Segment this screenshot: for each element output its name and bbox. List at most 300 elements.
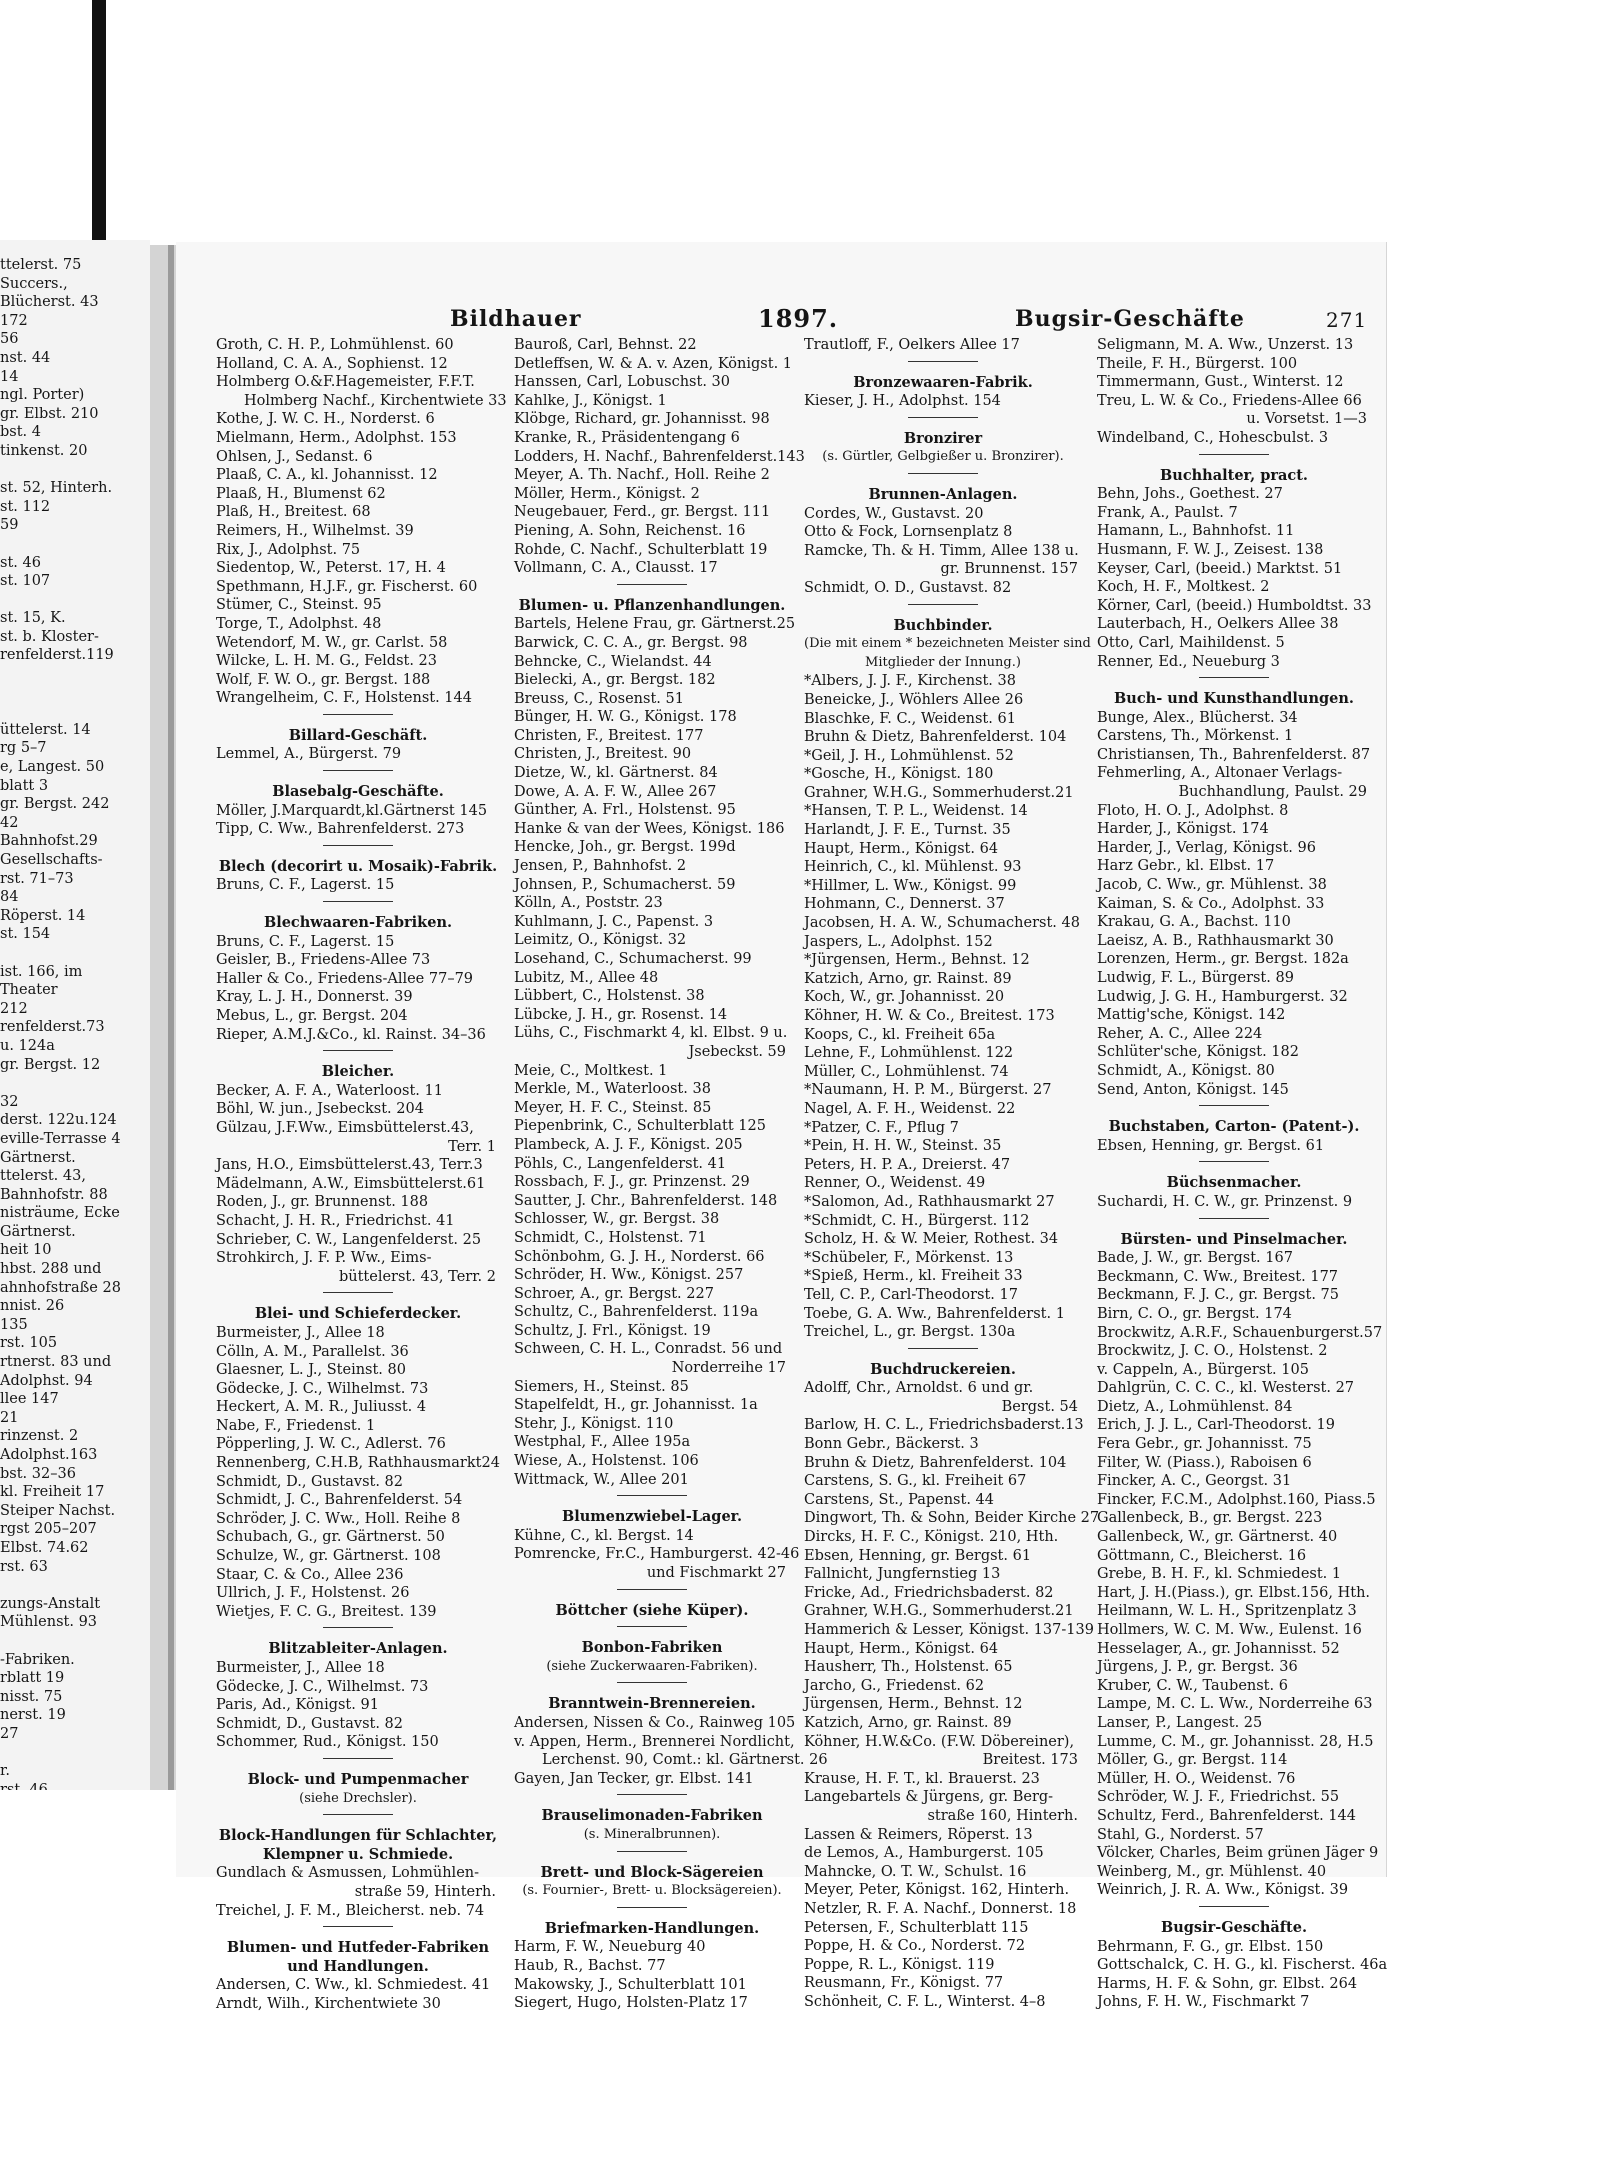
entry-continuation: straße 59, Hinterh. — [354, 1883, 496, 1900]
directory-entry: Plambeck, A. J. F., Königst. 205 — [514, 1136, 743, 1153]
directory-entry: Langebartels & Jürgens, gr. Berg- — [804, 1789, 1054, 1806]
directory-entry: Lübbert, C., Holstenst. 38 — [514, 988, 705, 1005]
directory-entry: Hohmann, C., Dennerst. 37 — [804, 896, 1005, 913]
running-title-left: Bildhauer — [450, 306, 582, 332]
left-page-line — [0, 591, 150, 610]
directory-entry: Haupt, Herm., Königst. 64 — [804, 840, 999, 857]
section-divider — [1199, 1161, 1269, 1162]
left-page-line: üttelerst. 14 — [0, 721, 91, 738]
directory-entry: Krakau, G. A., Bachst. 110 — [1097, 914, 1291, 931]
directory-entry: Stahl, G., Norderst. 57 — [1097, 1826, 1264, 1843]
directory-entry: Wiese, A., Holstenst. 106 — [514, 1453, 699, 1470]
directory-entry: Harder, J., Königst. 174 — [1097, 821, 1269, 838]
directory-entry: Blaschke, F. C., Weidenst. 61 — [804, 710, 1016, 727]
directory-entry: Gödecke, J. C., Wilhelmst. 73 — [216, 1678, 429, 1695]
directory-entry: Carstens, St., Papenst. 44 — [804, 1491, 994, 1508]
directory-entry: Beckmann, F. J. C., gr. Bergst. 75 — [1097, 1287, 1339, 1304]
directory-entry: Otto & Fock, Lornsenplatz 8 — [804, 524, 1013, 541]
section-heading: Brauselimonaden-Fabriken — [541, 1807, 763, 1825]
left-page-line — [0, 702, 150, 721]
directory-column-2 — [514, 336, 828, 2013]
directory-entry: Tell, C. P., Carl-Theodorst. 17 — [804, 1286, 1018, 1303]
directory-entry: Sautter, J. Chr., Bahrenfelderst. 148 — [514, 1192, 778, 1209]
directory-entry: Beneicke, J., Wöhlers Allee 26 — [804, 691, 1024, 708]
directory-entry: Makowsky, J., Schulterblatt 101 — [514, 1976, 747, 1993]
directory-entry: Siegert, Hugo, Holsten-Platz 17 — [514, 1995, 748, 2012]
left-page-line: tinkenst. 20 — [0, 442, 88, 459]
directory-entry: Scholz, H. & W. Meier, Rothest. 34 — [804, 1231, 1059, 1248]
directory-entry: Detleffsen, W. & A. v. Azen, Königst. 1 — [514, 355, 793, 372]
directory-entry: Müller, C., Lohmühlenst. 74 — [804, 1063, 1009, 1080]
left-page-line: 14 — [0, 368, 19, 385]
left-page-line: rst. 105 — [0, 1335, 58, 1352]
directory-entry: Husmann, F. W. J., Zeisest. 138 — [1097, 541, 1324, 558]
directory-entry: Haupt, Herm., Königst. 64 — [804, 1640, 999, 1657]
directory-entry: Birn, C. O., gr. Bergst. 174 — [1097, 1305, 1292, 1322]
directory-entry: Wilcke, L. H. M. G., Feldst. 23 — [216, 653, 438, 670]
section-heading: Blasebalg-Geschäfte. — [272, 783, 444, 801]
directory-entry: Breuss, C., Rosenst. 51 — [514, 690, 684, 707]
directory-entry: Suchardi, H. C. W., gr. Prinzenst. 9 — [1097, 1193, 1353, 1210]
entry-continuation: Terr. 1 — [448, 1138, 496, 1155]
page-cutoff — [0, 1790, 176, 2177]
section-heading: Buchdruckereien. — [870, 1360, 1016, 1378]
left-page-line: st. 52, Hinterh. — [0, 480, 113, 497]
directory-entry: Körner, Carl, (beeid.) Humboldtst. 33 — [1097, 597, 1372, 614]
left-page-line: bst. 4 — [0, 424, 41, 441]
section-heading: Buchhalter, pract. — [1160, 466, 1308, 484]
section-divider — [323, 1627, 393, 1628]
directory-entry: Schlüter'sche, Königst. 182 — [1097, 1044, 1299, 1061]
directory-entry: Jensen, P., Bahnhofst. 2 — [514, 858, 687, 875]
section-note: Klempner u. Schmiede. — [262, 1845, 454, 1863]
directory-entry: Behrmann, F. G., gr. Elbst. 150 — [1097, 1938, 1324, 1955]
directory-entry: Dietz, A., Lohmühlenst. 84 — [1097, 1398, 1293, 1415]
directory-entry: Petersen, F., Schulterblatt 115 — [804, 1919, 1029, 1936]
directory-entry: Gödecke, J. C., Wilhelmst. 73 — [216, 1380, 429, 1397]
directory-entry: Reimers, H., Wilhelmst. 39 — [216, 522, 414, 539]
directory-entry: Harms, H. F. & Sohn, gr. Elbst. 264 — [1097, 1975, 1358, 1992]
directory-entry: Otto, Carl, Maihildenst. 5 — [1097, 634, 1285, 651]
directory-entry: Strohkirch, J. F. P. Ww., Eims- — [216, 1250, 432, 1267]
section-divider — [1199, 1105, 1269, 1106]
left-page-line: Bahnhofstr. 88 — [0, 1186, 108, 1203]
directory-entry: Stümer, C., Steinst. 95 — [216, 597, 382, 614]
directory-entry: Poppe, R. L., Königst. 119 — [804, 1956, 995, 1973]
left-page-line — [0, 1074, 150, 1093]
directory-entry: Christen, J., Breitest. 90 — [514, 746, 692, 763]
directory-entry: Lühs, C., Fischmarkt 4, kl. Elbst. 9 u. — [514, 1025, 788, 1042]
directory-entry: Nabe, F., Friedenst. 1 — [216, 1417, 376, 1434]
directory-entry: Fincker, A. C., Georgst. 31 — [1097, 1473, 1292, 1490]
directory-entry: Hammerich & Lesser, Königst. 137-139 — [804, 1622, 1094, 1638]
entry-continuation: büttelerst. 43, Terr. 2 — [338, 1268, 496, 1285]
directory-entry: Koch, W., gr. Johannisst. 20 — [804, 989, 1005, 1006]
section-heading: Bleicher. — [321, 1063, 395, 1081]
directory-entry: Kruber, C. W., Taubenst. 6 — [1097, 1677, 1288, 1694]
directory-entry: Jans, H.O., Eimsbüttelerst.43, Terr.3 — [216, 1157, 483, 1174]
section-divider — [323, 901, 393, 902]
directory-entry: Kray, L. J. H., Donnerst. 39 — [216, 989, 413, 1006]
directory-entry: Cordes, W., Gustavst. 20 — [804, 505, 984, 522]
directory-entry: Meyer, H. F. C., Steinst. 85 — [514, 1099, 712, 1116]
directory-entry: Günther, A. Frl., Holstenst. 95 — [514, 802, 736, 819]
section-heading: Blumen- u. Pflanzenhandlungen. — [518, 596, 786, 614]
left-page-line: gr. Bergst. 12 — [0, 1056, 101, 1073]
directory-entry: Lemmel, A., Bürgerst. 79 — [216, 746, 402, 763]
directory-entry: Fricke, Ad., Friedrichsbaderst. 82 — [804, 1584, 1054, 1601]
left-page-line: zungs-Anstalt — [0, 1595, 101, 1612]
directory-entry: Piepenbrink, C., Schulterblatt 125 — [514, 1118, 766, 1135]
section-divider — [617, 584, 687, 585]
directory-entry: Poppe, H. & Co., Norderst. 72 — [804, 1938, 1026, 1955]
left-page-line: 135 — [0, 1316, 28, 1333]
left-page-line — [0, 1576, 150, 1595]
directory-entry: Wittmack, W., Allee 201 — [514, 1471, 689, 1488]
directory-entry: Arndt, Wilh., Kirchentwiete 30 — [216, 1995, 441, 2012]
left-page-line: st. b. Kloster- — [0, 628, 99, 645]
left-page-line: Adolphst.163 — [0, 1447, 98, 1463]
directory-entry: Erich, J. J. L., Carl-Theodorst. 19 — [1097, 1417, 1335, 1434]
section-divider — [323, 1050, 393, 1051]
section-note: (siehe Drechsler). — [299, 1790, 417, 1806]
directory-entry: Müller, H. O., Weidenst. 76 — [1097, 1770, 1296, 1787]
directory-entry: Möller, Herm., Königst. 2 — [514, 485, 700, 502]
left-page-line: Mühlenst. 93 — [0, 1614, 98, 1631]
section-divider — [323, 845, 393, 846]
directory-entry: Schween, C. H. L., Conradst. 56 und — [514, 1341, 783, 1358]
directory-entry: Jürgensen, Herm., Behnst. 12 — [804, 1696, 1023, 1713]
directory-entry: Dingwort, Th. & Sohn, Beider Kirche 27 — [804, 1510, 1100, 1527]
left-page-line: kl. Freiheit 17 — [0, 1484, 105, 1501]
directory-entry: Köhner, H. W. & Co., Breitest. 173 — [804, 1008, 1055, 1024]
directory-entry: *Gosche, H., Königst. 180 — [804, 766, 994, 783]
section-divider — [1199, 677, 1269, 678]
directory-entry: Johnsen, P., Schumacherst. 59 — [514, 876, 736, 893]
directory-entry: Gundlach & Asmussen, Lohmühlen- — [216, 1865, 480, 1882]
section-heading: Blech (decorirt u. Mosaik)-Fabrik. — [218, 857, 498, 875]
directory-entry: Barlow, H. C. L., Friedrichsbaderst.13 — [804, 1417, 1084, 1434]
running-title-right: Bugsir-Geschäfte — [1015, 306, 1245, 332]
left-page-line: Gärtnerst. — [0, 1223, 76, 1240]
directory-entry: Fehmerling, A., Altonaer Verlags- — [1097, 765, 1343, 782]
directory-entry: Dahlgrün, C. C. C., kl. Westerst. 27 — [1097, 1380, 1355, 1397]
left-page-line: r. — [0, 1763, 10, 1780]
directory-entry: Rossbach, F. J., gr. Prinzenst. 29 — [514, 1174, 750, 1191]
left-page-line: st. 15, K. — [0, 610, 66, 627]
left-page-line: Gesellschafts- — [0, 852, 103, 868]
section-divider — [617, 1626, 687, 1627]
directory-entry: Mädelmann, A.W., Eimsbüttelerst.61 — [216, 1175, 486, 1192]
section-heading: Blitzableiter-Anlagen. — [268, 1640, 448, 1658]
directory-entry: Floto, H. O. J., Adolphst. 8 — [1097, 802, 1289, 819]
directory-entry: Laeisz, A. B., Rathhausmarkt 30 — [1097, 932, 1334, 949]
directory-entry: Krause, H. F. T., kl. Brauerst. 23 — [804, 1770, 1040, 1787]
directory-entry: *Naumann, H. P. M., Bürgerst. 27 — [804, 1082, 1052, 1099]
directory-entry: Brockwitz, A.R.F., Schauenburgerst.57 — [1097, 1324, 1383, 1341]
directory-entry: Renner, Ed., Neueburg 3 — [1097, 653, 1280, 670]
directory-entry: Spethmann, H.J.F., gr. Fischerst. 60 — [216, 578, 478, 595]
directory-entry: Keyser, Carl, (beeid.) Marktst. 51 — [1097, 560, 1343, 577]
page-gutter-shadow — [168, 245, 174, 1790]
directory-entry: *Salomon, Ad., Rathhausmarkt 27 — [804, 1193, 1055, 1210]
left-page-line: Blücherst. 43 — [0, 294, 99, 311]
left-page-line: ist. 166, im — [0, 963, 83, 980]
directory-entry: Gayen, Jan Tecker, gr. Elbst. 141 — [514, 1770, 754, 1787]
left-page-line: hbst. 288 und — [0, 1261, 102, 1278]
section-heading: Bürsten- und Pinselmacher. — [1120, 1230, 1348, 1248]
page-header — [176, 306, 1386, 336]
section-divider — [908, 417, 978, 418]
directory-entry: Pöhls, C., Langenfelderst. 41 — [514, 1155, 727, 1172]
section-divider — [323, 770, 393, 771]
directory-entry: Pöpperling, J. W. C., Adlerst. 76 — [216, 1436, 446, 1453]
section-heading: Brunnen-Anlagen. — [868, 485, 1018, 503]
left-page-line: rst. 63 — [0, 1558, 48, 1575]
directory-entry: Harder, J., Verlag, Königst. 96 — [1097, 839, 1316, 856]
directory-entry: Wietjes, F. C. G., Breitest. 139 — [216, 1603, 437, 1620]
directory-entry: v. Appen, Herm., Brennerei Nordlicht, — [514, 1733, 795, 1750]
directory-entry: Treu, L. W. & Co., Friedens-Allee 66 — [1097, 392, 1362, 409]
directory-entry: Groth, C. H. P., Lohmühlenst. 60 — [216, 337, 454, 353]
left-page-line: Steiper Nachst. — [0, 1502, 116, 1519]
directory-entry: Rohde, C. Nachf., Schulterblatt 19 — [514, 541, 768, 558]
section-divider — [1199, 454, 1269, 455]
section-heading: Büchsenmacher. — [1166, 1174, 1302, 1192]
directory-entry: Dietze, W., kl. Gärtnerst. 84 — [514, 765, 718, 782]
directory-entry: Westphal, F., Allee 195a — [514, 1434, 691, 1451]
directory-entry: Behncke, C., Wielandst. 44 — [514, 653, 712, 670]
left-page-line: gr. Bergst. 242 — [0, 796, 110, 813]
directory-entry: Becker, A. F. A., Waterloost. 11 — [216, 1082, 443, 1099]
directory-entry: Holland, C. A. A., Sophienst. 12 — [216, 355, 448, 372]
directory-column-1 — [216, 336, 507, 2014]
directory-entry: *Geil, J. H., Lohmühlenst. 52 — [804, 747, 1014, 764]
directory-entry: Köhner, H.W.&Co. (F.W. Döbereiner), — [804, 1733, 1075, 1750]
directory-entry: Hamann, L., Bahnhofst. 11 — [1097, 523, 1295, 540]
entry-continuation: Buchhandlung, Paulst. 29 — [1178, 784, 1367, 801]
directory-entry: Dircks, H. F. C., Königst. 210, Hth. — [804, 1529, 1059, 1546]
directory-entry: Holmberg Nachf., Kirchentwiete 33 — [244, 392, 507, 409]
directory-entry: Meyer, A. Th. Nachf., Holl. Reihe 2 — [514, 467, 770, 484]
book-spine — [92, 0, 106, 255]
directory-entry: Reher, A. C., Allee 224 — [1097, 1025, 1263, 1042]
left-page-line: renfelderst.73 — [0, 1019, 105, 1036]
directory-entry: Lodders, H. Nachf., Bahrenfelderst.143 — [514, 448, 805, 465]
directory-entry: *Schübeler, F., Mörkenst. 13 — [804, 1249, 1014, 1266]
left-page-line — [0, 944, 150, 963]
directory-entry: Heinrich, C., kl. Mühlenst. 93 — [804, 859, 1022, 876]
directory-entry: Harm, F. W., Neueburg 40 — [514, 1939, 706, 1956]
left-page-line: 84 — [0, 889, 19, 906]
directory-entry: *Hansen, T. P. L., Weidenst. 14 — [804, 803, 1028, 820]
section-note: (siehe Zuckerwaaren-Fabriken). — [546, 1658, 758, 1674]
left-page-line: Röperst. 14 — [0, 907, 86, 924]
left-page-line: rblatt 19 — [0, 1670, 65, 1687]
directory-entry: Seligmann, M. A. Ww., Unzerst. 13 — [1097, 337, 1354, 353]
section-divider — [323, 1926, 393, 1927]
directory-entry: Schröder, J. C. Ww., Holl. Reihe 8 — [216, 1510, 461, 1527]
left-page-line: Gärtnerst. — [0, 1149, 76, 1166]
page-number: 271 — [1326, 308, 1368, 332]
left-page-line: -Fabriken. — [0, 1651, 75, 1668]
directory-entry: Hanssen, Carl, Lobuschst. 30 — [514, 374, 730, 391]
left-page-line: nst. 44 — [0, 349, 51, 366]
directory-entry: Bünger, H. W. G., Königst. 178 — [514, 709, 737, 726]
left-page-line: Succers., — [0, 275, 68, 292]
directory-entry: Dowe, A. A. F. W., Allee 267 — [514, 783, 717, 800]
left-page-line: Theater — [0, 982, 58, 999]
left-page-line: rtnerst. 83 und — [0, 1354, 112, 1371]
section-divider — [908, 1348, 978, 1349]
directory-entry: Vollmann, C. A., Clausst. 17 — [514, 560, 718, 577]
directory-entry: Plaß, H., Breitest. 68 — [216, 504, 371, 521]
directory-entry: Hollmers, W. C. M. Ww., Eulenst. 16 — [1097, 1622, 1362, 1638]
directory-entry: Ohlsen, J., Sedanst. 6 — [216, 448, 373, 465]
directory-entry: Schultz, J. Frl., Königst. 19 — [514, 1322, 711, 1339]
directory-entry: Renner, O., Weidenst. 49 — [804, 1175, 986, 1192]
directory-entry: Schmidt, C., Holstenst. 71 — [514, 1229, 707, 1246]
left-page-line — [0, 1632, 150, 1651]
left-page-line: Elbst. 74.62 — [0, 1539, 89, 1556]
section-divider — [323, 1292, 393, 1293]
left-page-line: st. 112 — [0, 498, 51, 515]
directory-entry: Stapelfeldt, H., gr. Johannisst. 1a — [514, 1397, 758, 1414]
directory-entry: Schmidt, O. D., Gustavst. 82 — [804, 579, 1012, 596]
directory-entry: Koops, C., kl. Freiheit 65a — [804, 1026, 996, 1043]
left-page-line: nisträume, Ecke — [0, 1205, 120, 1222]
directory-entry: Windelband, C., Hohescbulst. 3 — [1097, 429, 1329, 446]
directory-entry: Harlandt, J. F. E., Turnst. 35 — [804, 822, 1011, 839]
directory-entry: Leimitz, O., Königst. 32 — [514, 932, 687, 949]
directory-entry: Bunge, Alex., Blücherst. 34 — [1097, 709, 1298, 726]
running-year: 1897. — [758, 304, 839, 333]
left-page-line: ngl. Porter) — [0, 387, 85, 404]
directory-entry: Bonn Gebr., Bäckerst. 3 — [804, 1436, 979, 1453]
left-page-line: Bahnhofst.29 — [0, 833, 98, 850]
directory-entry: Schmidt, J. C., Bahrenfelderst. 54 — [216, 1492, 463, 1509]
section-heading: Bronzirer — [903, 429, 983, 447]
directory-entry: Lehne, F., Lohmühlenst. 122 — [804, 1045, 1014, 1062]
directory-entry: Johns, F. H. W., Fischmarkt 7 — [1097, 1994, 1310, 2011]
directory-entry: Rieper, A.M.J.&Co., kl. Rainst. 34–36 — [216, 1026, 486, 1043]
section-heading: Billard-Geschäft. — [288, 726, 428, 744]
directory-entry: Staar, C. & Co., Allee 236 — [216, 1566, 404, 1583]
entry-continuation: Norderreihe 17 — [671, 1360, 786, 1377]
directory-entry: Harz Gebr., kl. Elbst. 17 — [1097, 858, 1275, 875]
directory-entry: Schubach, G., gr. Gärtnerst. 50 — [216, 1529, 445, 1546]
left-page-line: rst. 71–73 — [0, 870, 74, 887]
left-page-line — [0, 665, 150, 684]
directory-entry: Ullrich, J. F., Holstenst. 26 — [216, 1585, 410, 1602]
directory-entry: Piening, A. Sohn, Reichenst. 16 — [514, 522, 746, 539]
directory-entry: Fera Gebr., gr. Johannisst. 75 — [1097, 1436, 1312, 1453]
left-page-line — [0, 1744, 150, 1763]
directory-entry: *Albers, J. J. F., Kirchenst. 38 — [804, 673, 1016, 690]
directory-entry: *Pein, H. H. W., Steinst. 35 — [804, 1138, 1002, 1155]
directory-entry: Adolff, Chr., Arnoldst. 6 und gr. — [804, 1380, 1034, 1397]
directory-entry: Jacobsen, H. A. W., Schumacherst. 48 — [804, 915, 1080, 932]
directory-entry: Schmidt, A., Königst. 80 — [1097, 1062, 1275, 1079]
directory-entry: Schmidt, D., Gustavst. 82 — [216, 1715, 404, 1732]
directory-entry: Mebus, L., gr. Bergst. 204 — [216, 1008, 408, 1024]
left-page-line: nerst. 19 — [0, 1707, 66, 1724]
directory-entry: Torge, T., Adolphst. 48 — [216, 615, 382, 632]
directory-entry: Behn, Johs., Goethest. 27 — [1097, 486, 1283, 503]
directory-entry: Burmeister, J., Allee 18 — [216, 1324, 385, 1341]
directory-entry: Ludwig, J. G. H., Hamburgerst. 32 — [1097, 988, 1348, 1005]
section-divider — [617, 1495, 687, 1496]
directory-entry: Barwick, C. C. A., gr. Bergst. 98 — [514, 634, 748, 651]
directory-entry: Haub, R., Bachst. 77 — [514, 1957, 666, 1974]
directory-entry: Merkle, M., Waterloost. 38 — [514, 1081, 711, 1098]
section-note: (s. Fournier-, Brett- u. Blocksägereien). — [522, 1883, 782, 1899]
directory-entry: Schrieber, C. W., Langenfelderst. 25 — [216, 1231, 482, 1248]
section-heading: Block- und Pumpenmacher — [247, 1770, 469, 1788]
left-page-line: Adolphst. 94 — [0, 1372, 93, 1389]
directory-entry: Siedentop, W., Peterst. 17, H. 4 — [216, 560, 446, 577]
left-page-line: ttelerst. 43, — [0, 1168, 86, 1185]
directory-entry: Möller, J.Marquardt,kl.Gärtnerst 145 — [216, 802, 488, 819]
left-page-line: 21 — [0, 1409, 19, 1426]
directory-entry: Böhl, W. jun., Jsebeckst. 204 — [216, 1101, 424, 1118]
directory-entry: Schlosser, W., gr. Bergst. 38 — [514, 1211, 720, 1228]
directory-entry: Grahner, W.H.G., Sommerhuderst.21 — [804, 1603, 1074, 1620]
directory-entry: Lumme, C. M., gr. Johannisst. 28, H.5 — [1097, 1733, 1374, 1750]
left-page-line: renfelderst.119 — [0, 647, 114, 664]
directory-entry: Bauroß, Carl, Behnst. 22 — [514, 337, 697, 353]
directory-entry: Kühne, C., kl. Bergst. 14 — [514, 1527, 694, 1544]
directory-entry: *Patzer, C. F., Pflug 7 — [804, 1119, 959, 1136]
directory-entry: Fincker, F.C.M., Adolphst.160, Piass.5 — [1097, 1491, 1376, 1508]
section-heading: Block-Handlungen für Schlachter, — [218, 1827, 498, 1845]
directory-entry: Send, Anton, Königst. 145 — [1097, 1081, 1289, 1098]
section-heading: Bronzewaaren-Fabrik. — [853, 373, 1033, 391]
left-page-line: 212 — [0, 1000, 28, 1017]
section-note: (Die mit einem * bezeichneten Meister sind — [804, 636, 1091, 652]
directory-column-4 — [1097, 336, 1388, 2012]
left-page-line: st. 154 — [0, 926, 51, 943]
directory-entry: Netzler, R. F. A. Nachf., Donnerst. 18 — [804, 1900, 1077, 1917]
directory-entry: Heilmann, W. L. H., Spritzenplatz 3 — [1097, 1603, 1357, 1620]
directory-entry: Hencke, Joh., gr. Bergst. 199d — [514, 839, 736, 856]
directory-entry: Hausherr, Th., Holstenst. 65 — [804, 1659, 1013, 1676]
directory-entry: Paris, Ad., Königst. 91 — [216, 1697, 379, 1714]
directory-entry: Koch, H. F., Moltkest. 2 — [1097, 579, 1270, 596]
left-page-line: heit 10 — [0, 1242, 52, 1259]
left-page-line: e, Langest. 50 — [0, 759, 105, 776]
directory-entry: Lauterbach, H., Oelkers Allee 38 — [1097, 616, 1339, 633]
directory-entry: Treichel, L., gr. Bergst. 130a — [804, 1324, 1016, 1341]
left-page-line: blatt 3 — [0, 777, 49, 794]
directory-entry: Kieser, J. H., Adolphst. 154 — [804, 393, 1001, 410]
directory-entry: Trautloff, F., Oelkers Allee 17 — [804, 337, 1020, 353]
directory-entry: Ebsen, Henning, gr. Bergst. 61 — [804, 1547, 1032, 1564]
directory-entry: Meyer, Peter, Königst. 162, Hinterh. — [804, 1882, 1070, 1899]
directory-entry: Lorenzen, Herm., gr. Bergst. 182a — [1097, 951, 1349, 968]
directory-entry: Hart, J. H.(Piass.), gr. Elbst.156, Hth. — [1097, 1584, 1371, 1601]
section-heading: Buchbinder. — [893, 616, 993, 634]
directory-entry: Glaesner, L. J., Steinst. 80 — [216, 1362, 406, 1379]
directory-entry: Lübcke, J. H., gr. Rosenst. 14 — [514, 1006, 728, 1023]
directory-entry: Meie, C., Moltkest. 1 — [514, 1062, 668, 1079]
directory-entry: Holmberg O.&F.Hagemeister, F.F.T. — [216, 374, 475, 391]
directory-entry: Möller, G., gr. Bergst. 114 — [1097, 1752, 1288, 1769]
directory-entry: Wrangelheim, C. F., Holstenst. 144 — [216, 690, 472, 707]
section-divider — [908, 361, 978, 362]
directory-entry: Beckmann, C. Ww., Breitest. 177 — [1097, 1268, 1339, 1285]
directory-entry: Schultz, C., Bahrenfelderst. 119a — [514, 1304, 759, 1321]
